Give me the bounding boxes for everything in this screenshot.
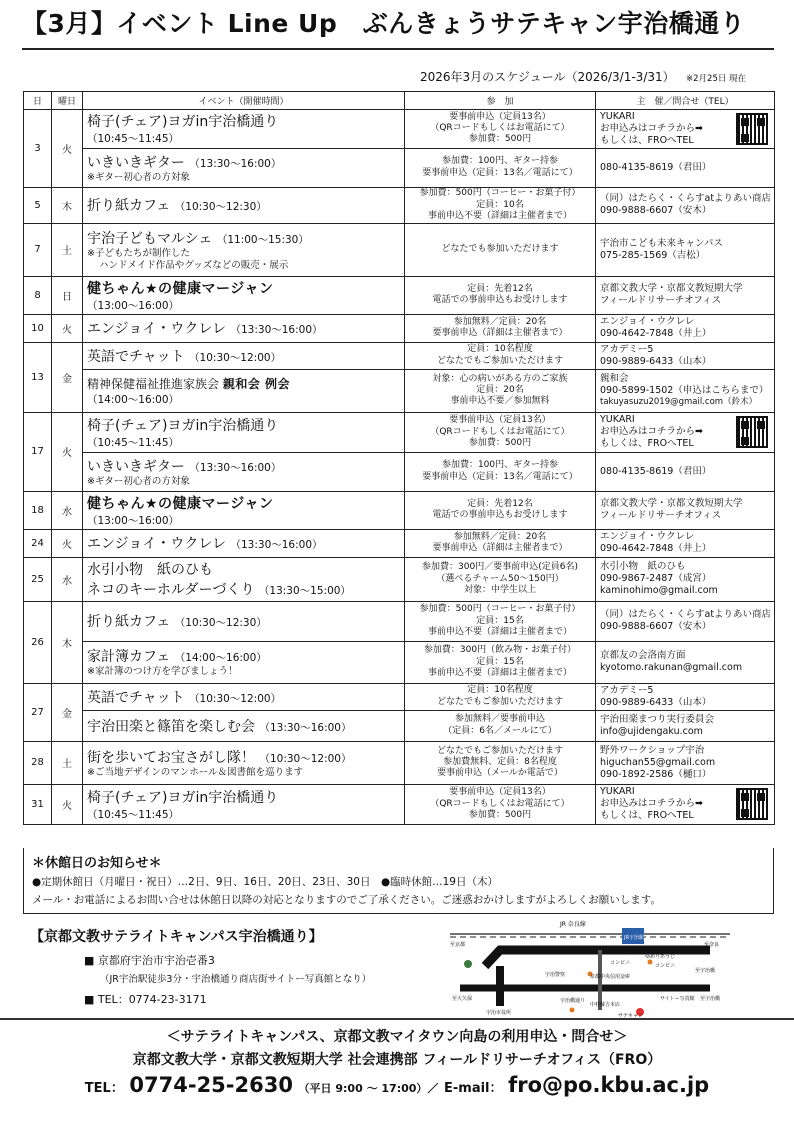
participation-line: 定員：15名	[476, 656, 524, 667]
host-line: エンジョイ・ウクレレ	[600, 316, 695, 328]
event-time: （13:00～16:00）	[87, 299, 180, 312]
participation-cell	[405, 557, 596, 601]
map-label: 至宇治橋	[695, 968, 716, 974]
event-cell	[83, 412, 405, 452]
host-line: （同）はたらく・くらすatよりあい商店	[600, 193, 772, 205]
event-cell	[83, 641, 405, 683]
event-title: 家計簿カフェ	[87, 649, 171, 666]
host-line: 水引小物 紙のひも	[600, 561, 686, 573]
host-line: お申込みはコチラから➡	[600, 798, 703, 810]
host-cell	[596, 529, 775, 557]
participation-line: 参加費無料、定員：8名程度	[443, 757, 557, 767]
host-line: もしくは、FROへTEL	[600, 810, 694, 822]
access-map	[440, 914, 740, 1018]
participation-line: 参加費：100円、ギター持参	[441, 460, 559, 471]
host-line: takuyasuzu2019@gmail.com（鈴木）	[600, 397, 758, 408]
participation-cell	[405, 741, 596, 784]
participation-line: 定員：10名	[476, 199, 524, 210]
day-cell: 3	[24, 110, 52, 188]
host-line: 080-4135-8619（君田）	[600, 465, 712, 477]
event-cell	[83, 148, 405, 187]
event-cell	[83, 741, 405, 784]
table-row	[24, 641, 775, 683]
dow-cell: 土	[52, 741, 83, 784]
event-title: エンジョイ・ウクレレ	[87, 536, 227, 553]
day-cell: 31	[24, 784, 52, 824]
day-cell: 27	[24, 683, 52, 741]
event-cell	[83, 683, 405, 710]
notice-title: ＊休館日のお知らせ＊	[32, 856, 162, 871]
map-label: コンビニ	[610, 960, 631, 966]
footer-hours: （平日 9:00 ～ 17:00）／	[298, 1082, 439, 1095]
dow-cell: 水	[52, 491, 83, 529]
host-line: フィールドリサーチオフィス	[600, 510, 722, 522]
participation-line: 要事前申込（定員13名）	[449, 415, 551, 426]
participation-line: （定員：6名／メールにて）	[443, 725, 557, 736]
event-title: いきいきギター	[87, 458, 185, 475]
host-cell	[596, 491, 775, 529]
participation-line: 定員：20名	[476, 385, 524, 395]
day-cell: 10	[24, 314, 52, 342]
qr-code[interactable]	[736, 113, 768, 145]
footer-email[interactable]: fro@po.kbu.ac.jp	[508, 1073, 710, 1097]
event-title: いきいきギター	[87, 154, 185, 171]
event-title: 椅子(チェア)ヨガin宇治橋通り	[87, 417, 279, 434]
participation-line: どなたでも参加いただけます	[441, 244, 559, 254]
map-label: 至大久保	[452, 996, 473, 1002]
participation-line: 参加費：500円（コーヒー・お菓子付）	[419, 604, 581, 615]
event-time: （13:30～15:00）	[258, 585, 351, 598]
campus-address: ■ 京都府宇治市宇治壱番3	[84, 954, 215, 967]
host-line: 親和会	[600, 373, 629, 385]
host-line: YUKARI	[600, 414, 635, 426]
schedule-label: 2026年3月のスケジュール（2026/3/1-3/31）	[420, 70, 675, 84]
event-note: ※家計簿のつけ方を学びましょう！	[87, 666, 238, 678]
map-label: サテキャン	[618, 1013, 644, 1018]
participation-line: 対象：心の病いがある方のご家族	[432, 373, 568, 384]
event-time: （13:00～16:00）	[87, 514, 180, 527]
event-time: （14:00～16:00）	[174, 652, 267, 665]
map-label: JR宇治駅	[624, 935, 644, 941]
host-line: 080-4135-8619（君田）	[600, 161, 712, 173]
event-time: （13:30～16:00）	[230, 324, 323, 337]
participation-cell	[405, 529, 596, 557]
host-cell	[596, 557, 775, 601]
host-line: 075-285-1569（吉松）	[600, 249, 706, 261]
event-time: （10:30～12:00）	[189, 351, 282, 364]
participation-line: 要事前申込（メールか電話で）	[437, 768, 563, 779]
event-cell	[83, 223, 405, 276]
event-note: ※ギター初心者の方対象	[87, 171, 190, 183]
poi-dot	[648, 960, 653, 965]
participation-line: どなたでもご参加いただけます	[436, 355, 563, 366]
day-cell: 7	[24, 223, 52, 276]
host-cell	[596, 452, 775, 491]
host-line: アカデミー5	[600, 684, 654, 696]
event-cell	[83, 314, 405, 342]
event-note: ※子どもたちが制作した	[87, 248, 190, 260]
event-title: 街を歩いてお宝さがし隊！	[87, 749, 255, 766]
header-participation: 参 加	[405, 92, 596, 110]
event-time: （10:30～12:30）	[174, 201, 267, 214]
header-host: 主 催／問合せ（TEL）	[596, 92, 775, 110]
participation-cell	[405, 314, 596, 342]
main-road	[485, 950, 710, 966]
participation-line: 参加費：300円／要事前申込(定員6名)	[422, 562, 578, 573]
host-line: 京都文教大学・京都文教短期大学	[600, 283, 743, 295]
map-label: 宇治警察	[545, 972, 566, 978]
dow-cell: 火	[52, 314, 83, 342]
participation-line: 参加費：100円、ギター持参	[441, 156, 559, 167]
dow-cell: 火	[52, 784, 83, 824]
table-row	[24, 223, 775, 276]
participation-line: 事前申込不要／参加無料	[450, 396, 550, 407]
host-line: 090-9867-2487（成宮）	[600, 573, 712, 585]
host-line: 090-5899-1502（申込はこちらまで）	[600, 385, 769, 397]
participation-line: 定員：10名程度	[467, 685, 533, 696]
participation-line: 参加無料／定員：20名	[453, 316, 547, 327]
participation-line: 事前申込不要（詳細は主催者まで）	[427, 667, 572, 678]
participation-line: （QRコードもしくはお電話にて）	[430, 426, 570, 437]
participation-cell	[405, 491, 596, 529]
footer-tel[interactable]: 0774-25-2630	[129, 1073, 293, 1097]
dow-cell: 日	[52, 276, 83, 314]
host-line: 京都友の会洛南方面	[600, 650, 686, 662]
participation-line: 要事前申込（定員13名）	[449, 787, 551, 798]
event-title: 健ちゃん★の健康マージャン	[87, 495, 274, 512]
dow-cell: 火	[52, 529, 83, 557]
host-line: 090-9888-6607（安木）	[600, 205, 712, 217]
table-row	[24, 187, 775, 223]
participation-cell	[405, 641, 596, 683]
table-row	[24, 784, 775, 824]
event-cell	[83, 710, 405, 741]
campus-access: （JR宇治駅徒歩3分・宇治橋通り商店街サイトー写真館となり）	[100, 974, 372, 985]
host-cell	[596, 276, 775, 314]
event-cell	[83, 601, 405, 641]
map-label: 至宇治橋	[700, 996, 721, 1002]
participation-line: 定員：先着12名	[467, 498, 533, 509]
participation-line: 定員：15名	[476, 615, 524, 626]
host-line: （同）はたらく・くらすatよりあい商店	[600, 609, 772, 621]
table-row	[24, 452, 775, 491]
event-time: （13:30～16:00）	[189, 461, 282, 474]
table-row	[24, 491, 775, 529]
host-cell	[596, 641, 775, 683]
email-label: E-mail：	[444, 1081, 503, 1096]
table-row	[24, 557, 775, 601]
participation-line: 参加費：500円	[468, 134, 532, 145]
host-line: 090-9888-6607（安木）	[600, 621, 712, 633]
map-label: 宇治市役所	[486, 1010, 512, 1016]
day-cell: 28	[24, 741, 52, 784]
participation-line: 要事前申込（定員：13名／電話にて）	[422, 167, 578, 178]
host-line: kyotomo.rakunan@gmail.com	[600, 662, 743, 674]
host-line: アカデミー5	[600, 343, 654, 355]
notice-contact: メール・お電話によるお問い合せは休館日以降の対応となりますのでご了承ください。ご迷惑おかけしますがよろしくお願いします。	[32, 894, 661, 906]
map-label: JR 奈良線	[560, 921, 586, 928]
host-cell	[596, 710, 775, 741]
tel-label: TEL：	[84, 1081, 124, 1096]
dow-cell: 木	[52, 187, 83, 223]
table-row	[24, 529, 775, 557]
participation-line: 要事前申込（詳細は主催者まで）	[432, 328, 568, 339]
event-note: ※ギター初心者の方対象	[87, 475, 190, 487]
header-event: イベント（開催時間）	[83, 92, 405, 110]
participation-line: 参加費：300円（飲み物・お菓子付）	[423, 645, 577, 656]
campus-tel: ■ TEL：0774-23-3171	[84, 993, 207, 1006]
participation-line: どなたでもご参加いただけます	[436, 696, 563, 707]
host-cell	[596, 784, 775, 824]
event-title-sub: ネコのキーホルダーづくり	[87, 582, 255, 599]
event-cell	[83, 784, 405, 824]
event-title: 宇治田楽と篠笛を楽しむ会	[87, 718, 255, 735]
event-title: 折り紙カフェ	[87, 614, 171, 631]
table-row	[24, 110, 775, 149]
event-cell	[83, 110, 405, 149]
event-cell	[83, 187, 405, 223]
day-cell: 24	[24, 529, 52, 557]
participation-line: （QRコードもしくはお電話にて）	[430, 798, 570, 809]
dow-cell: 金	[52, 342, 83, 412]
dow-cell: 金	[52, 683, 83, 741]
host-line: エンジョイ・ウクレレ	[600, 531, 695, 543]
participation-line: 参加無料／定員：20名	[453, 531, 547, 542]
event-title: 精神保健福祉推進家族会	[87, 376, 220, 391]
participation-cell	[405, 276, 596, 314]
host-cell	[596, 148, 775, 187]
participation-line: 参加無料／要事前申込	[454, 714, 545, 725]
participation-cell	[405, 452, 596, 491]
participation-cell	[405, 342, 596, 369]
participation-cell	[405, 601, 596, 641]
participation-line: （選べるチャーム50～150円）	[436, 573, 564, 584]
campus-name: 【京都文教サテライトキャンパス宇治橋通り】	[30, 929, 323, 945]
event-title: 折り紙カフェ	[87, 198, 171, 215]
host-cell	[596, 369, 775, 412]
map-label: 中村藤吉本店	[590, 1002, 621, 1008]
notice-closures: ●定期休館日（月曜日・祝日）…2日、9日、16日、20日、23日、30日 ●臨時休館…19日（木）	[32, 876, 498, 888]
footer-org: 京都文教大学・京都文教短期大学 社会連携部 フィールドリサーチオフィス（FRO）	[132, 1052, 662, 1068]
host-line: higuchan55@gmail.com	[600, 756, 716, 768]
table-row	[24, 710, 775, 741]
host-cell	[596, 187, 775, 223]
participation-cell	[405, 683, 596, 710]
table-row	[24, 342, 775, 369]
event-title: 英語でチャット	[87, 348, 185, 365]
event-time: （10:30～12:00）	[189, 692, 282, 705]
event-title: エンジョイ・ウクレレ	[87, 321, 227, 338]
participation-line: 参加費：500円（コーヒー・お菓子付）	[419, 188, 581, 199]
as-of-date: ※2月25日 現在	[686, 74, 747, 84]
host-cell	[596, 110, 775, 149]
header-dow: 曜日	[52, 92, 83, 110]
dow-cell: 水	[52, 557, 83, 601]
event-title: 英語でチャット	[87, 689, 185, 706]
participation-line: 定員：先着12名	[467, 283, 533, 294]
event-cell	[83, 491, 405, 529]
event-title: 宇治子どもマルシェ	[87, 231, 213, 248]
event-title: 椅子(チェア)ヨガin宇治橋通り	[87, 789, 279, 806]
host-line: 090-9889-6433（山本）	[600, 696, 712, 708]
map-label: 宇治橋通り	[560, 998, 586, 1004]
host-line: 宇治市こども未来キャンパス	[600, 237, 723, 249]
host-line: お申込みはコチラから➡	[600, 122, 703, 134]
day-cell: 25	[24, 557, 52, 601]
participation-cell	[405, 187, 596, 223]
day-cell: 17	[24, 412, 52, 491]
qr-code[interactable]	[736, 416, 768, 448]
host-line: 宇治田楽まつり実行委員会	[600, 713, 715, 725]
day-cell: 26	[24, 601, 52, 683]
address-text: 京都府宇治市宇治壱番3	[97, 954, 215, 967]
event-title: 水引小物 紙のひも	[87, 562, 213, 579]
day-cell: 13	[24, 342, 52, 412]
map-label: ゆめりあうじ	[645, 954, 676, 960]
participation-line: 要事前申込（定員13名）	[449, 111, 551, 122]
participation-line: 参加費：500円	[468, 809, 532, 820]
event-note: ハンドメイド作品やグッズなどの販売・展示	[99, 259, 289, 271]
participation-line: （QRコードもしくはお電話にて）	[430, 123, 570, 134]
host-line: 090-4642-7848（井上）	[600, 328, 712, 340]
participation-line: どなたでもご参加いただけます	[436, 745, 563, 756]
day-cell: 8	[24, 276, 52, 314]
event-title: 椅子(チェア)ヨガin宇治橋通り	[87, 114, 279, 131]
dow-cell: 火	[52, 412, 83, 491]
participation-line: 参加費：500円	[468, 437, 532, 448]
host-line: フィールドリサーチオフィス	[600, 295, 722, 307]
event-title: 健ちゃん★の健康マージャン	[87, 280, 274, 297]
participation-cell	[405, 110, 596, 149]
host-line: 野外ワークショップ宇治	[600, 744, 705, 756]
event-title-sub: 親和会 例会	[222, 376, 291, 391]
event-time: （10:45～11:45）	[87, 808, 180, 821]
host-cell	[596, 412, 775, 452]
participation-cell	[405, 412, 596, 452]
day-cell: 18	[24, 491, 52, 529]
host-line: kaminohimo@gmail.com	[600, 585, 718, 597]
participation-cell	[405, 148, 596, 187]
footer-heading: ＜サテライトキャンパス、京都文教マイタウン向島の利用申込・問合せ＞	[166, 1029, 628, 1045]
participation-cell	[405, 223, 596, 276]
host-cell	[596, 223, 775, 276]
participation-line: 事前申込不要（詳細は主催者まで）	[427, 210, 572, 221]
table-row	[24, 148, 775, 187]
host-line: info@ujidengaku.com	[600, 725, 703, 737]
host-line: お申込みはコチラから➡	[600, 426, 703, 438]
map-label: 京都中央信用金庫	[590, 974, 631, 980]
participation-line: 電話での事前申込もお受けします	[432, 295, 568, 306]
event-time: （14:00～16:00）	[87, 393, 180, 406]
event-time: （10:30～12:00）	[259, 752, 352, 765]
event-time: （13:30～16:00）	[259, 721, 352, 734]
map-label: 至奈良	[704, 942, 720, 948]
participation-line: 要事前申込（定員：13名／電話にて）	[422, 471, 578, 482]
table-row	[24, 369, 775, 412]
host-line: 090-1892-2586（樋口）	[600, 768, 712, 780]
qr-code[interactable]	[736, 788, 768, 820]
table-row	[24, 601, 775, 641]
event-time: （11:00～15:30）	[216, 234, 309, 247]
host-line: YUKARI	[600, 111, 635, 122]
event-time: （10:45～11:45）	[87, 436, 180, 449]
participation-line: 定員：10名程度	[467, 344, 533, 355]
host-cell	[596, 314, 775, 342]
dow-cell: 土	[52, 223, 83, 276]
participation-cell	[405, 710, 596, 741]
host-line: YUKARI	[600, 786, 635, 798]
participation-line: 事前申込不要（詳細は主催者まで）	[427, 626, 572, 637]
participation-cell	[405, 369, 596, 412]
table-row	[24, 314, 775, 342]
event-cell	[83, 342, 405, 369]
host-line: もしくは、FROへTEL	[600, 134, 694, 146]
table-row	[24, 741, 775, 784]
dow-cell: 火	[52, 110, 83, 188]
event-table	[23, 91, 775, 825]
campus-info	[30, 926, 410, 1007]
map-label: 至京都	[450, 942, 466, 948]
participation-line: 対象：中学生以上	[463, 584, 536, 595]
table-row	[24, 412, 775, 452]
participation-cell	[405, 784, 596, 824]
event-cell	[83, 276, 405, 314]
day-cell: 5	[24, 187, 52, 223]
host-cell	[596, 342, 775, 369]
host-line: 090-9889-6433（山本）	[600, 355, 712, 367]
event-time: （10:30～12:30）	[174, 617, 267, 630]
page-title: 【3月】イベント Line Up ぶんきょうサテキャン宇治橋通り	[22, 4, 774, 50]
event-cell	[83, 452, 405, 491]
table-row	[24, 276, 775, 314]
host-line: もしくは、FROへTEL	[600, 438, 694, 450]
event-note: ※ご当地デザインのマンホール＆図書館を巡ります	[87, 766, 304, 778]
host-line: 090-4642-7848（井上）	[600, 543, 712, 555]
event-time: （10:45～11:45）	[87, 133, 180, 146]
header-day: 日	[24, 92, 52, 110]
host-cell	[596, 683, 775, 710]
event-time: （13:30～16:00）	[230, 539, 323, 552]
event-cell	[83, 557, 405, 601]
poi-dot	[570, 1008, 575, 1013]
tree-icon	[464, 960, 472, 968]
table-header	[24, 92, 775, 110]
map-label: コンビニ	[655, 963, 676, 969]
table-row	[24, 683, 775, 710]
participation-line: 電話での事前申込もお受けします	[432, 510, 568, 521]
participation-line: 要事前申込（詳細は主催者まで）	[432, 543, 568, 554]
tel-text: TEL：0774-23-3171	[97, 993, 207, 1006]
host-cell	[596, 601, 775, 641]
footer-contact	[0, 1073, 794, 1097]
map-label: サイトー写真館	[660, 996, 695, 1002]
event-cell	[83, 529, 405, 557]
event-time: （13:30～16:00）	[189, 157, 282, 170]
event-cell	[83, 369, 405, 412]
dow-cell: 木	[52, 601, 83, 683]
host-line: 京都文教大学・京都文教短期大学	[600, 498, 743, 510]
contact-footer	[0, 1018, 794, 1123]
host-cell	[596, 741, 775, 784]
closure-notice	[23, 848, 774, 914]
